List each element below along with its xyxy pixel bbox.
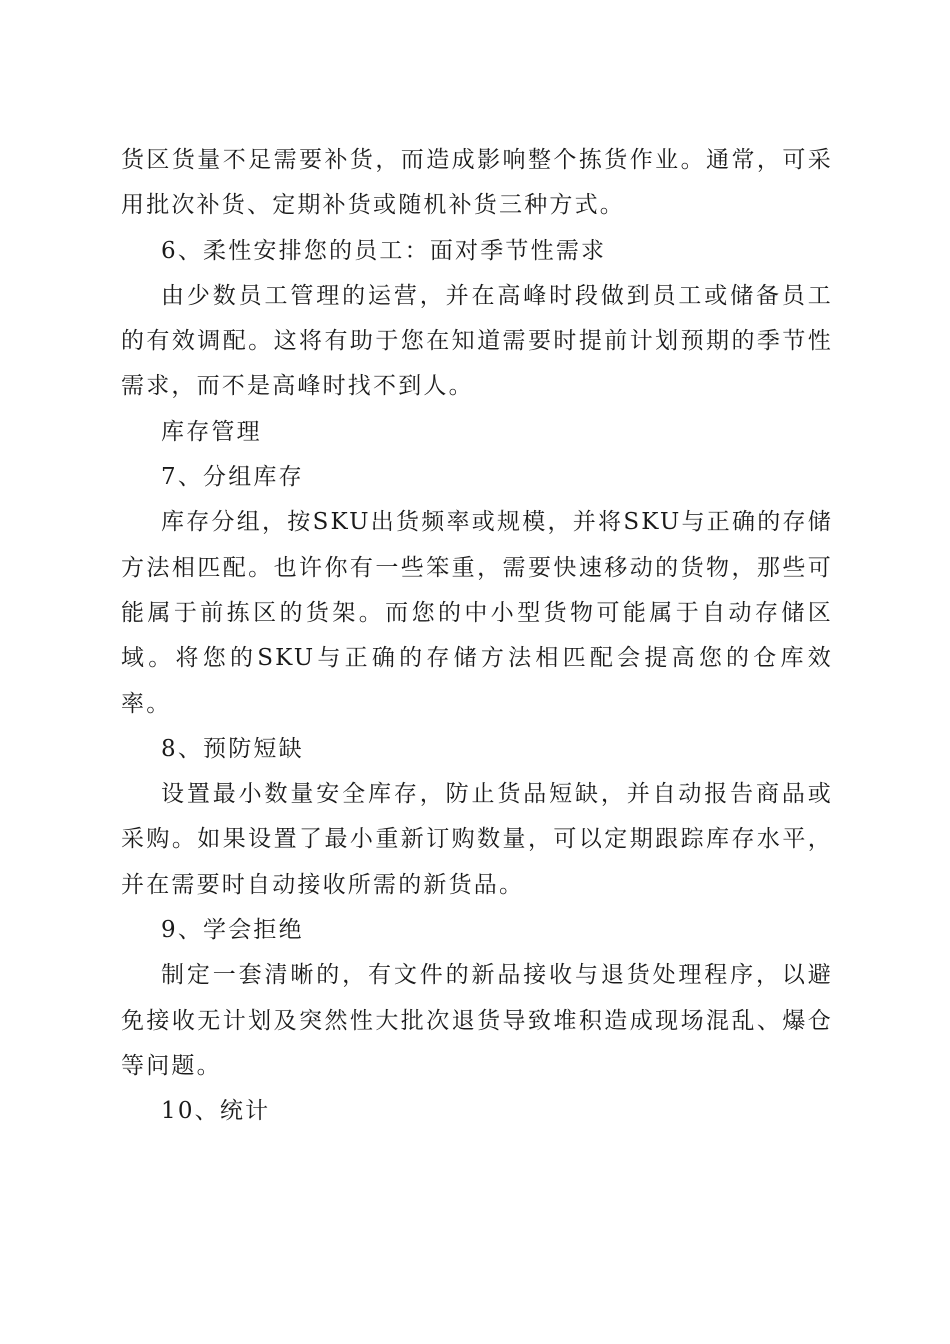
heading-group-inventory: 7、分组库存 [161,464,304,491]
heading-inventory-management: 库存管理 [161,418,262,445]
document-page [121,138,833,1135]
heading-prevent-shortage: 8、预防短缺 [161,735,304,762]
heading-statistics: 10、统计 [161,1098,271,1125]
heading-learn-to-refuse: 9、学会拒绝 [161,917,304,944]
paragraph-flexible-staffing: 由少数员工管理的运营，并在高峰时段做到员工或储备员工的有效调配。这将有助于您在知道需要时提前计划预期的季节性需求，而不是高峰时找不到人。 [121,282,833,400]
paragraph-prevent-shortage: 设置最小数量安全库存，防止货品短缺，并自动报告商品或采购。如果设置了最小重新订购数量，可以定期跟踪库存水平，并在需要时自动接收所需的新货品。 [121,781,833,898]
paragraph-replenishment-methods: 货区货量不足需要补货，而造成影响整个拣货作业。通常，可采用批次补货、定期补货或随机补货三种方式。 [121,147,833,219]
paragraph-learn-to-refuse: 制定一套清晰的，有文件的新品接收与退货处理程序，以避免接收无计划及突然性大批次退货导致堆积造成现场混乱、爆仓等问题。 [121,962,833,1079]
paragraph-group-inventory: 库存分组，按SKU出货频率或规模，并将SKU与正确的存储方法相匹配。也许你有一些笨重，需要快速移动的货物，那些可能属于前拣区的货架。而您的中小型货物可能属于自动存储区域。将您的SKU与正确的存储方法相匹配会提高您的仓库效率。 [121,509,833,717]
heading-flexible-staffing: 6、柔性安排您的员工：面对季节性需求 [161,237,607,264]
